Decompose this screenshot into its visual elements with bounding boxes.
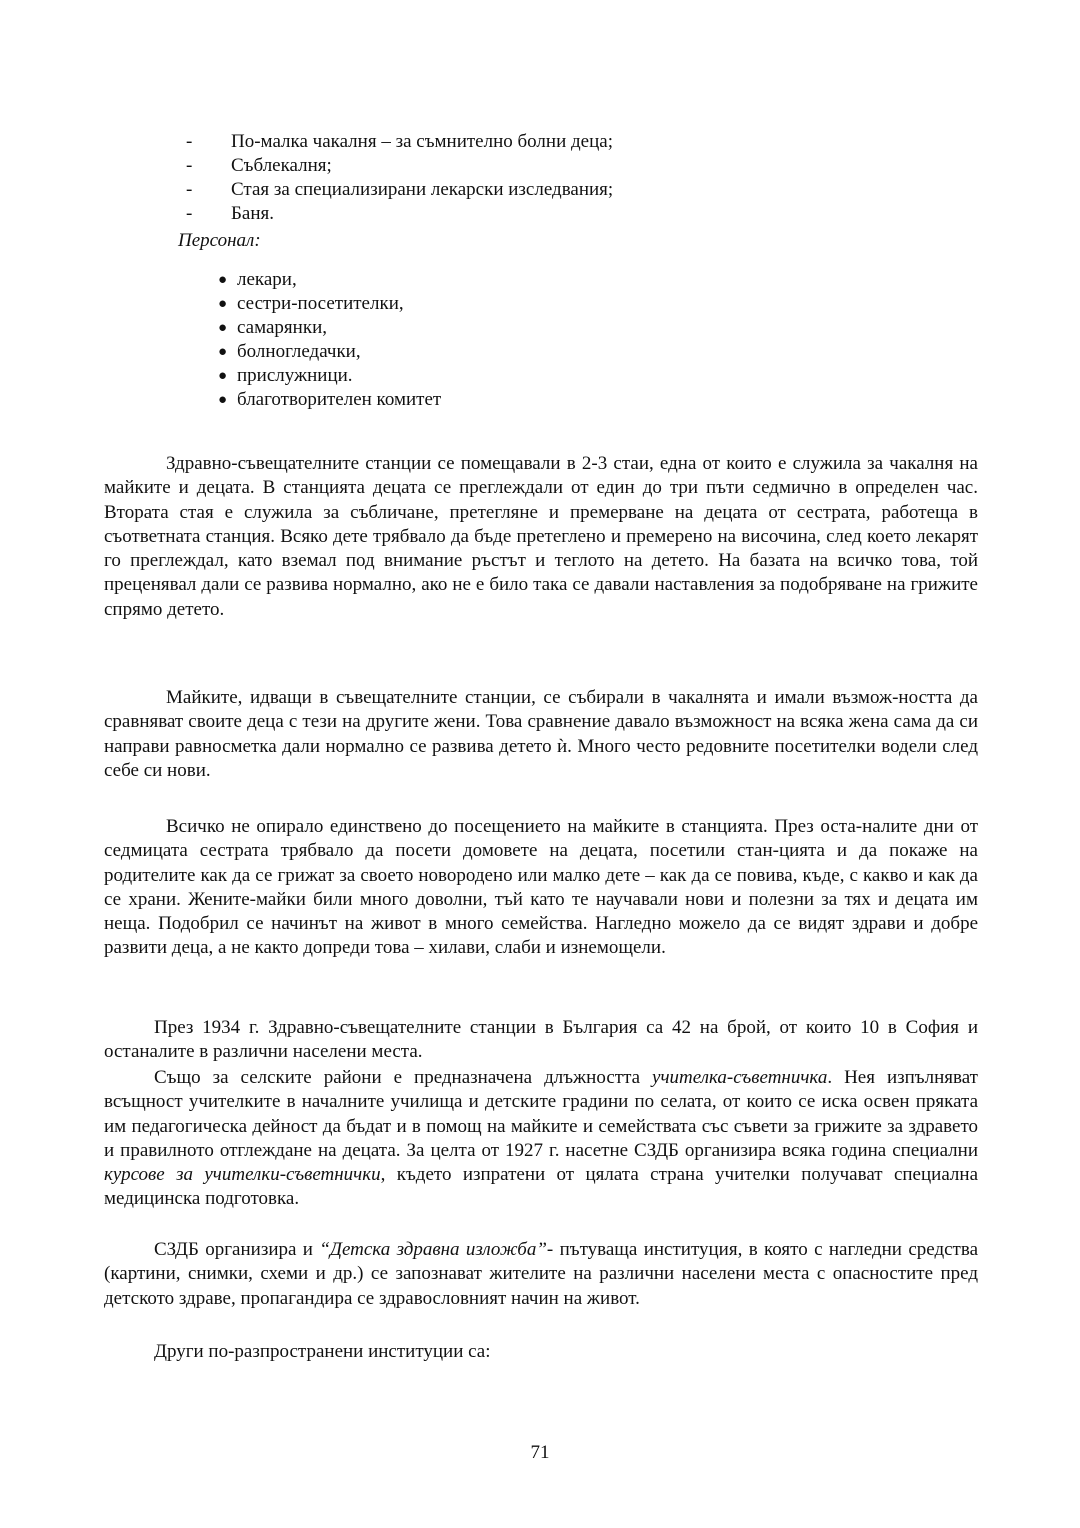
- page-number: 71: [530, 1442, 550, 1463]
- bullet-icon: ●: [218, 296, 228, 312]
- list-item-text: Стая за специализирани лекарски изследвания;: [231, 179, 614, 200]
- paragraph-mothers: Майките, идващи в съвещателните станции, се събирали в чакалнята и имали възмож-ността да сравняват своите деца с тези на другите жени. Това сравнение давало възможност на всяка жена сама да си направи равносметка дали нормално се развива детето ѝ. Много често редовните посетителки водели след себе си нови.: [104, 687, 978, 781]
- staff-list: [218, 268, 718, 412]
- list-item-text: Съблекалня;: [231, 155, 332, 176]
- bullet-icon: ●: [218, 272, 228, 288]
- list-item-text: Баня.: [231, 203, 275, 224]
- dash-marker: -: [186, 203, 193, 224]
- paragraph-home-visits: Всичко не опирало единствено до посещението на майките в станцията. През оста-налите дни от седмицата сестрата трябвало да посети домовете на децата, посетили стан-цията и да покаже на родителите как да се грижат за своето новородено или малко дете – как да се повива, къде, с какво и как да се храни. Жените-майки били много доволни, тъй като те научавали нови и полезни за тях и децата им неща. Подобрил се начинът на живот в много семейства. Нагледно можело да се видят здрави и добре развити деца, а не както допреди това – хилави, слаби и изнемощели.: [104, 816, 978, 959]
- list-item: [218, 316, 718, 340]
- list-item-text: прислужници.: [237, 365, 353, 386]
- list-item: [218, 292, 718, 316]
- list-item: [218, 268, 718, 292]
- list-item-text: сестри-посетителки,: [237, 293, 404, 314]
- emphasis-text: “Детска здравна изложба”: [319, 1239, 547, 1260]
- paragraph-text: СЗДБ организира и: [154, 1239, 320, 1260]
- list-item-text: болногледачки,: [237, 341, 361, 362]
- staff-heading: Персонал:: [178, 230, 261, 251]
- list-item: [178, 202, 938, 226]
- emphasis-text: курсове за учителки-съветнички: [104, 1164, 381, 1186]
- list-item: [178, 178, 938, 202]
- bullet-icon: ●: [218, 320, 228, 336]
- list-item-text: лекари,: [237, 269, 297, 290]
- paragraph-text: . Нея изпълняват всъщност учителките в началните училища и детските градини по селата, от които се иска освен пряката им педагогическа дейност да бъдат и в помощ на майките и семействата със съвети за грижите за здравето и правилното отглеждане на децата. За целта от 1927 г. насетне СЗДБ организира всяка година специални: [104, 1067, 978, 1161]
- dash-marker: -: [186, 131, 193, 152]
- paragraph-other-institutions: Други по-разпространени институции са:: [154, 1341, 491, 1362]
- list-item: [218, 364, 718, 388]
- list-item-text: самарянки,: [237, 317, 327, 338]
- list-item: [178, 154, 938, 178]
- list-item: [178, 130, 938, 154]
- bullet-icon: ●: [218, 344, 228, 360]
- dash-list: [178, 130, 938, 226]
- list-item-text: По-малка чакалня – за съмнително болни деца;: [231, 131, 613, 152]
- paragraph-statistics: През 1934 г. Здравно-съвещателните станции в България са 42 на брой, от които 10 в София и останалите в различни населени места.: [104, 1017, 978, 1063]
- list-item: [218, 340, 718, 364]
- bullet-icon: ●: [218, 392, 228, 408]
- paragraph-stations: Здравно-съвещателните станции се помещавали в 2-3 стаи, една от които е служила за чакалня на майките и децата. В станцията децата се преглеждали от един до три пъти седмично в определен час. Втората стая е служила за събличане, претегляне и премерване на децата от сестрата, работеща в съответната станция. Всяко дете трябвало да бъде претеглено и премерено на височина, след което лекарят го преглеждал, като вземал под внимание ръстът и теглото на детето. На базата на всичко това, той преценявал дали се развива нормално, ако не е било така се давали наставления за подобряване на грижите спрямо детето.: [104, 453, 978, 620]
- list-item: [218, 388, 718, 412]
- paragraph-text: Също за селските райони е предназначена длъжността: [154, 1067, 653, 1088]
- emphasis-text: учителка-съветничка: [652, 1067, 828, 1088]
- paragraph-teacher-advisor: [104, 1066, 978, 1212]
- dash-marker: -: [186, 155, 193, 176]
- bullet-icon: ●: [218, 368, 228, 384]
- paragraph-text: - пътуваща институция, в която с нагледни средства (картини, снимки, схеми и др.) се запознават жителите на различни населени места с опасностите пред детското здраве, пропагандира се здравословният начин на живот.: [104, 1239, 978, 1309]
- dash-marker: -: [186, 179, 193, 200]
- list-item-text: благотворителен комитет: [237, 389, 442, 410]
- paragraph-text: , където изпратени от цялата страна учителки получават специална медицинска подготовка.: [104, 1164, 979, 1210]
- paragraph-exhibition: [104, 1238, 978, 1311]
